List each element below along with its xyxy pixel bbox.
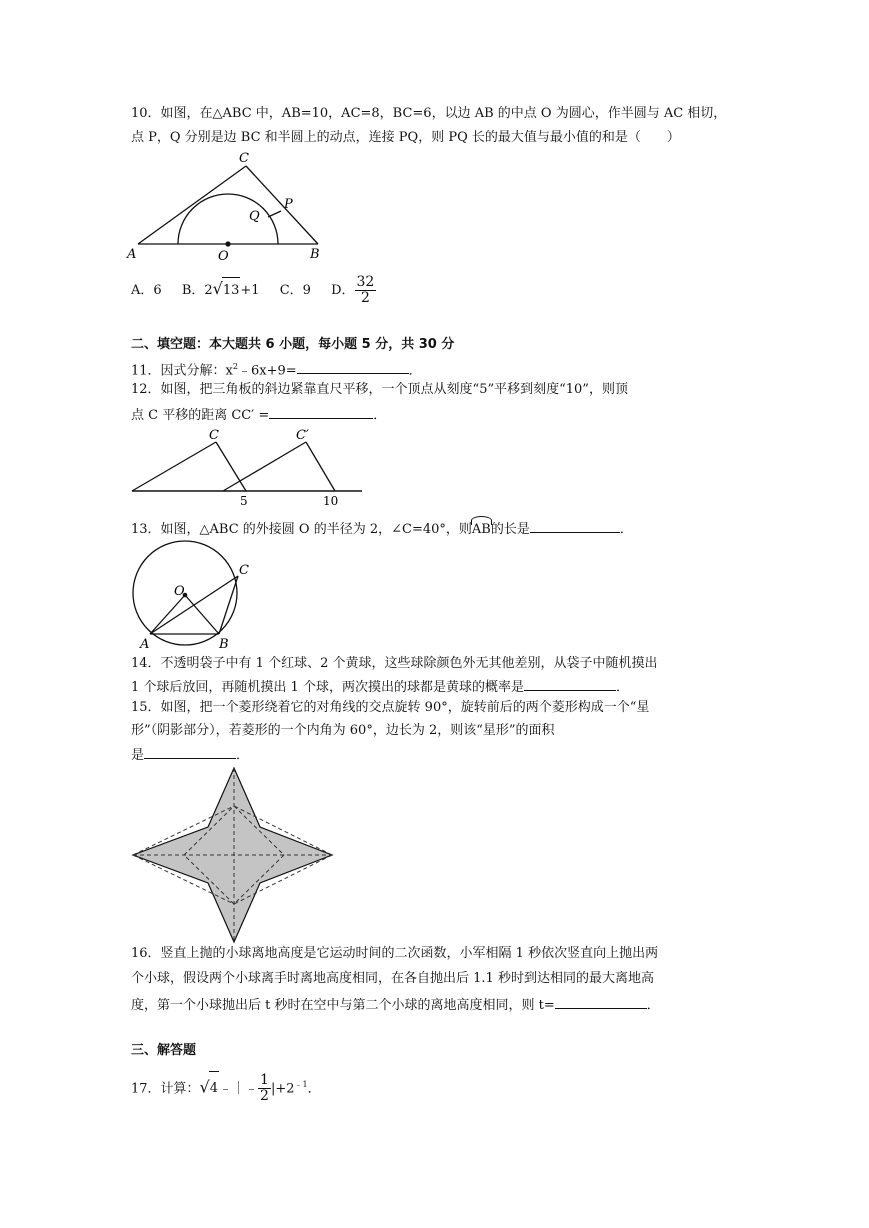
section2-title: 二、填空题：本大题共 6 小题，每小题 5 分，共 30 分 [131,337,455,352]
q13-line: 13．如图，△ABC 的外接圆 O 的半径为 2，∠C=40°，则AB的长是 ． [131,518,633,539]
q16-line2: 个小球，假设两个小球离手时离地高度相同，在各自抛出后 1.1 秒时到达相同的最大离地高 [131,971,654,986]
q10-options [131,275,392,306]
q14-line1: 14．不透明袋子中有 1 个红球、2 个黄球，这些球除颜色外无其他差别，从袋子中随机摸出 [131,656,658,671]
q10-figure [128,150,328,265]
q13-label-o: O [174,584,185,599]
q12-tick-5: 5 [240,494,248,508]
q12-figure [128,424,368,514]
section3-title: 三、解答题 [131,1043,197,1058]
q15-line1: 15．如图，把一个菱形绕着它的对角线的交点旋转 90°，旋转前后的两个菱形构成一个“星 [131,700,650,715]
q10-label-q: Q [249,209,260,224]
q13-label-a: A [140,637,150,652]
q10-label-c: C [239,151,249,166]
q10-label-o: O [218,249,229,264]
q12-label-c-prime: C′ [296,428,309,443]
q10-option-c: C．9 [279,283,311,298]
q12-tick-10: 10 [323,494,339,508]
q10-label-b: B [310,247,320,262]
q12-answer-blank[interactable] [269,405,373,419]
q11-line: 11．因式分解：$x^2﹣6x+9=$ ． [131,362,422,379]
q10-option-d: D． $\frac{32}{2}$ [331,274,375,306]
q10-line2: 点 P，Q 分别是边 BC 和半圆上的动点，连接 PQ，则 PQ 长的最大值与最小值的和是（ ） [131,130,680,145]
q15-line3: 是 ． [131,745,249,765]
q10-line1: 10．如图，在△ABC 中，AB=10，AC=8，BC=6，以边 AB 的中点 O 为圆心，作半圆与 AC 相切， [131,106,727,121]
q13-arc-ab: AB [472,518,491,539]
q16-line1: 16．竖直上抛的小球离地高度是它运动时间的二次函数，小军相隔 1 秒依次竖直向上抛出两 [131,946,659,961]
q14-line2: 1 个球后放回，再随机摸出 1 个球，两次摸出的球都是黄球的概率是 ． [131,677,629,697]
q15-star-figure [128,765,338,945]
q12-label-c: C [209,428,219,443]
q13-label-c: C [239,563,249,578]
q10-option-a: A．6 [131,283,162,298]
q10-option-b: B．2√13+1 [182,276,260,304]
q15-answer-blank[interactable] [144,745,236,759]
q12-line2: 点 C 平移的距离 CC′ = ． [131,405,386,425]
q16-answer-blank[interactable] [555,995,647,1009]
q10-label-a: A [127,247,137,262]
q13-answer-blank[interactable] [530,519,620,533]
q10-label-p: P [284,197,293,212]
q16-line3: 度，第一个小球抛出后 t 秒时在空中与第二个小球的离地高度相同，则 t= ． [131,995,660,1015]
q13-label-b: B [219,637,229,652]
q11-answer-blank[interactable] [297,360,409,374]
q13-figure [126,538,256,653]
q15-line2: 形”（阴影部分），若菱形的一个内角为 60°，边长为 2，则该“星形”的面积 [131,723,555,738]
q14-answer-blank[interactable] [524,677,616,691]
q12-line1: 12．如图，把三角板的斜边紧靠直尺平移，一个顶点从刻度“5”平移到刻度“10”，则顶 [131,382,628,397]
q17-line: 17．计算：√4﹣｜﹣ $\frac{1}{2}$ $|+2^{﹣1}$． [131,1072,321,1105]
